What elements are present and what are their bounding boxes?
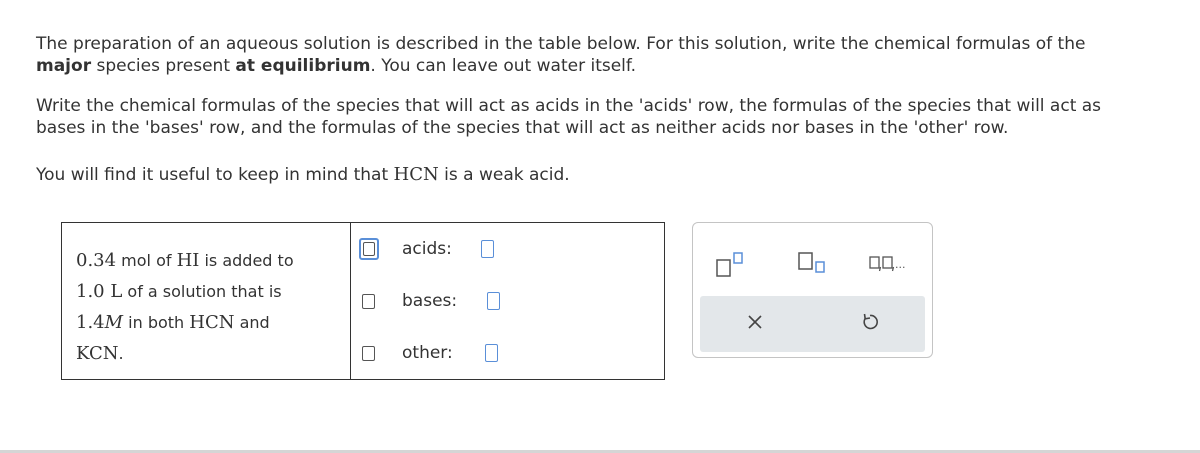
instruction-paragraph-3: You will find it useful to keep in mind that HCN is a weak acid. [36,164,570,185]
subscript-icon[interactable] [797,251,833,279]
input-bases[interactable] [487,292,500,310]
emphasis-at-equilibrium: at equilibrium [235,56,371,76]
clear-icon[interactable] [747,314,763,330]
action-bar [700,296,925,352]
list-icon[interactable] [869,253,915,277]
amount-value: 0.34 [76,250,117,271]
molarity-value: 1.4M [76,312,124,333]
label-other: other: [402,343,453,363]
checkbox-acids[interactable] [359,238,379,260]
question-table [61,222,665,380]
solution-description: 0.34 mol of HI is added to 1.0 L of a solution that is 1.4M in both HCN and KCN. [76,250,294,364]
superscript-icon[interactable] [715,251,751,279]
instruction-paragraph-1: The preparation of an aqueous solution is described in the table below. For this solution, write the chemical formulas of the major species present at equilibrium. You can leave out water itself. [36,34,1086,76]
list-dots: ... [895,258,906,271]
formula-kcn: KCN [76,343,119,364]
volume-value: 1.0 L [76,281,123,302]
label-acids: acids: [402,239,452,259]
checkbox-bases[interactable] [362,294,375,309]
formula-hcn-2: HCN [189,312,235,333]
formula-hi: HI [176,250,200,271]
undo-icon[interactable] [860,312,880,332]
input-other[interactable] [485,344,498,362]
table-divider [350,223,351,379]
formula-hcn: HCN [393,164,439,185]
checkbox-other[interactable] [362,346,375,361]
formula-palette [692,222,933,358]
instruction-paragraph-2: Write the chemical formulas of the species that will act as acids in the 'acids' row, the formulas of the species that will act as bases in the 'bases' row, and the formulas of the species that will act as neither acids nor bases in the 'other' row. [36,96,1102,138]
input-acids[interactable] [481,240,494,258]
label-bases: bases: [402,291,458,311]
emphasis-major: major [36,56,92,76]
